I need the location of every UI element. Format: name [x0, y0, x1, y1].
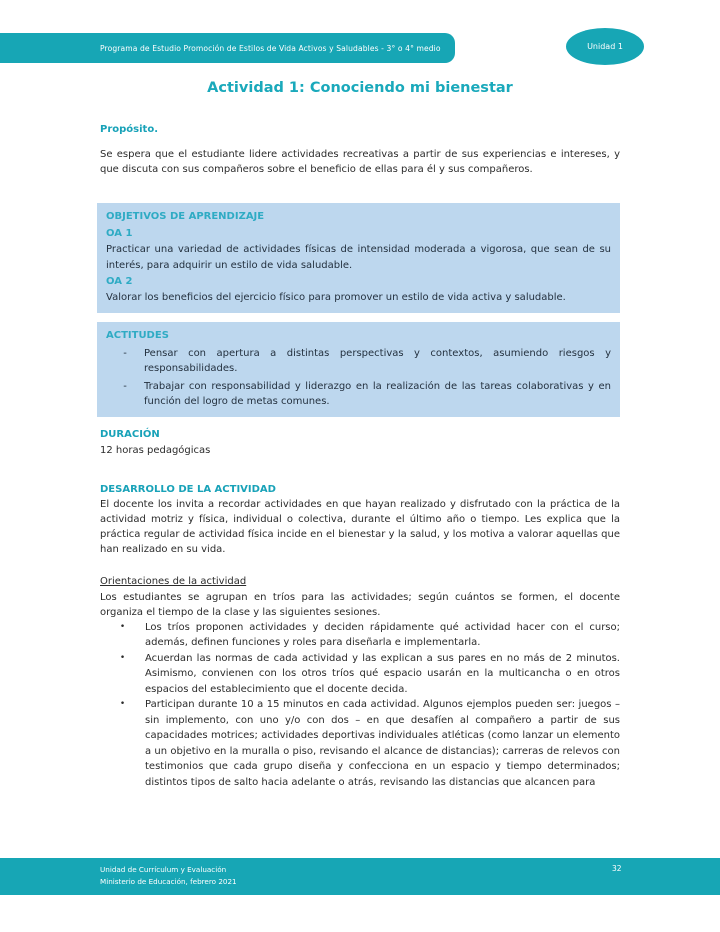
page-number: 32 [612, 864, 622, 873]
orientaciones-intro: Los estudiantes se agrupan en tríos para las actividades; según cuántos se formen, el docente organiza el tiempo de la clase y las siguientes sesiones. [100, 591, 620, 618]
list-item [100, 651, 620, 698]
duracion-heading: DURACIÓN [100, 428, 160, 440]
dash-bullet-marker: - [123, 380, 127, 392]
round-bullet-marker: • [119, 621, 126, 632]
duracion-body: 12 horas pedagógicas [100, 444, 211, 456]
oa1-text: Practicar una variedad de actividades físicas de intensidad moderada a vigorosa, que sean de su interés, para adquirir un estilo de vida saludable. [106, 244, 611, 271]
duracion-section [100, 429, 620, 458]
objetivos-box [97, 203, 620, 313]
round-bullet-marker: • [119, 699, 126, 709]
actitudes-box [97, 322, 620, 417]
footer-bar [0, 858, 720, 895]
list-item [106, 379, 611, 410]
orientaciones-section [100, 574, 620, 791]
page-content [100, 80, 620, 790]
footer-line1: Unidad de Currículum y Evaluación [100, 865, 227, 874]
round-bullet-marker: • [119, 652, 126, 663]
footer-credits [100, 864, 237, 887]
unit-badge-label: Unidad 1 [587, 42, 623, 51]
desarrollo-body: El docente los invita a recordar actividades en que hayan realizado y disfrutado con la práctica de la actividad motriz y física, individual o colectiva, durante el último año o tiempo. Les explica que la práctica regular de actividad física incide en el bienestar y la salud, y los motiva a valorar aquellas que han realizado en su vida. [100, 498, 620, 555]
proposito-heading: Propósito. [100, 124, 158, 135]
unit-badge [566, 28, 644, 65]
desarrollo-section [100, 484, 620, 557]
actitud-text: Trabajar con responsabilidad y liderazgo en la realización de las tareas colaborativas y en función del logro de metas comunes. [144, 380, 611, 407]
list-item [106, 346, 611, 377]
page-title: Actividad 1: Conociendo mi bienestar [207, 80, 513, 96]
actitudes-box-heading: ACTITUDES [106, 329, 169, 341]
orientacion-bullet-text: Participan durante 10 a 15 minutos en cada actividad. Algunos ejemplos pueden ser: juegos –sin implemento, con uno y/o con dos – en que desafíen al compañero a partir de sus capacidades motrices; actividades deportivas individuales atléticas (como lanzar un elemento a un objetivo en la muralla o piso, revisando el alcance de distancias); carreras de relevos con testimonios que cada grupo diseña y confecciona en un espacio y tiempo determinados; distintos tipos de salto hacia adelante o atrás, revisando las distancias que alcancen para [145, 699, 620, 788]
list-item [100, 620, 620, 651]
objetivos-box-heading: OBJETIVOS DE APRENDIZAJE [106, 211, 265, 222]
oa1-label: OA 1 [106, 228, 133, 239]
actitud-text: Pensar con apertura a distintas perspectivas y contextos, asumiendo riesgos y responsabilidades. [144, 347, 611, 374]
oa2-label: OA 2 [106, 276, 133, 287]
orientacion-bullet-text: Acuerdan las normas de cada actividad y las explican a sus pares en no más de 2 minutos. Asimismo, convienen con los otros tríos qué espacio usarán en la multicancha o en otros espacios del establecimiento que el docente decida. [145, 652, 620, 695]
orientacion-bullet-text: Los tríos proponen actividades y deciden rápidamente qué actividad hacer con el curso; además, definen funciones y roles para diseñarla e implementarla. [145, 621, 620, 648]
proposito-body: Se espera que el estudiante lidere actividades recreativas a partir de sus experiencias e intereses, y que discuta con sus compañeros sobre el beneficio de ellas para él y sus compañeros. [100, 149, 620, 175]
header-program-label: Programa de Estudio Promoción de Estilos de Vida Activos y Saludables - 3° o 4° medio [100, 43, 441, 53]
orientaciones-heading: Orientaciones de la actividad [100, 575, 247, 587]
header-program-bar [0, 33, 455, 63]
dash-bullet-marker: - [123, 347, 127, 359]
list-item [100, 697, 620, 790]
oa2-text: Valorar los beneficios del ejercicio físico para promover un estilo de vida activa y saludable. [106, 292, 566, 303]
desarrollo-heading: DESARROLLO DE LA ACTIVIDAD [100, 483, 276, 495]
footer-line2: Ministerio de Educación, febrero 2021 [100, 876, 237, 886]
